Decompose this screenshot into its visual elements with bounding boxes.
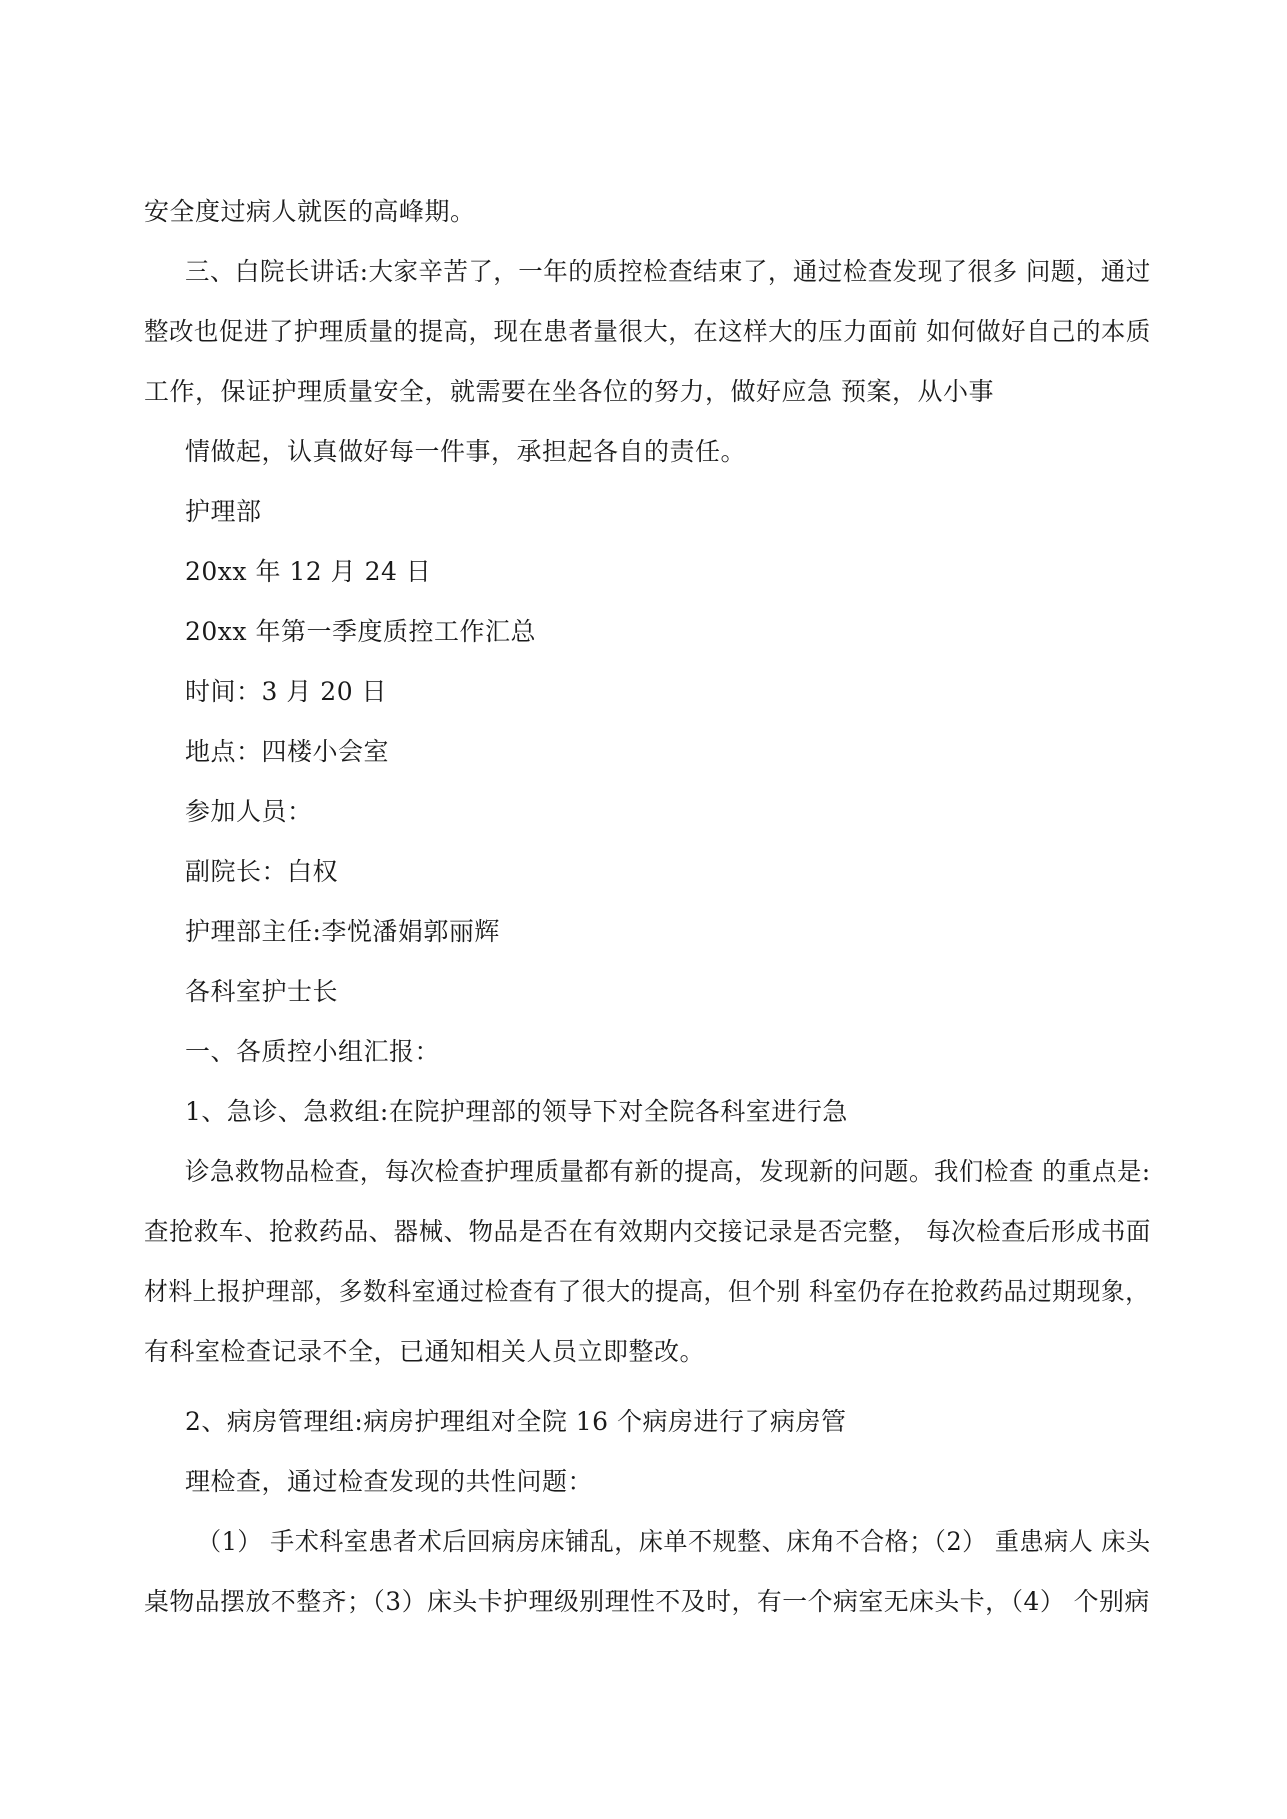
- text-line: 副院长：白权: [185, 857, 339, 886]
- text-line: 工作，保证护理质量安全，就需要在坐各位的努力，做好应急 预案，从小事: [144, 377, 994, 406]
- text-line: （1） 手术科室患者术后回病房床铺乱，床单不规整、床角不合格；（2） 重患病人 床头: [197, 1527, 1151, 1556]
- text-line: 时间：3 月 20 日: [185, 677, 388, 706]
- text-line: 安全度过病人就医的高峰期。: [144, 197, 476, 226]
- text-line: 桌物品摆放不整齐；（3）床头卡护理级别理性不及时，有一个病室无床头卡，（4） 个别病: [144, 1587, 1150, 1616]
- text-line: 20xx 年 12 月 24 日: [185, 557, 432, 586]
- text-line: 情做起，认真做好每一件事，承担起各自的责任。: [185, 437, 747, 466]
- text-line: 护理部: [185, 497, 262, 526]
- text-line: 诊急救物品检查，每次检查护理质量都有新的提高，发现新的问题。我们检查 的重点是:: [185, 1157, 1151, 1186]
- text-line: 一、各质控小组汇报：: [185, 1037, 441, 1066]
- text-line: 1、急诊、急救组:在院护理部的领导下对全院各科室进行急: [185, 1097, 848, 1126]
- text-line: 理检查，通过检查发现的共性问题：: [185, 1467, 594, 1496]
- text-line: 20xx 年第一季度质控工作汇总: [185, 617, 536, 646]
- text-line: 三、白院长讲话:大家辛苦了，一年的质控检查结束了，通过检查发现了很多 问题，通过: [185, 257, 1151, 286]
- text-line: 整改也促进了护理质量的提高，现在患者量很大，在这样大的压力面前 如何做好自己的本质: [144, 317, 1151, 346]
- text-line: 查抢救车、抢救药品、器械、物品是否在有效期内交接记录是否完整， 每次检查后形成书面: [144, 1217, 1151, 1246]
- text-line: 地点：四楼小会室: [185, 737, 390, 766]
- text-line: 有科室检查记录不全，已通知相关人员立即整改。: [144, 1337, 706, 1366]
- text-line: 参加人员：: [185, 797, 313, 826]
- text-line: 护理部主任:李悦潘娟郭丽辉: [185, 917, 500, 946]
- text-line: 各科室护士长: [185, 977, 339, 1006]
- text-line: 2、病房管理组:病房护理组对全院 16 个病房进行了病房管: [185, 1407, 847, 1436]
- text-line: 材料上报护理部，多数科室通过检查有了很大的提高，但个别 科室仍存在抢救药品过期现象，: [144, 1277, 1150, 1306]
